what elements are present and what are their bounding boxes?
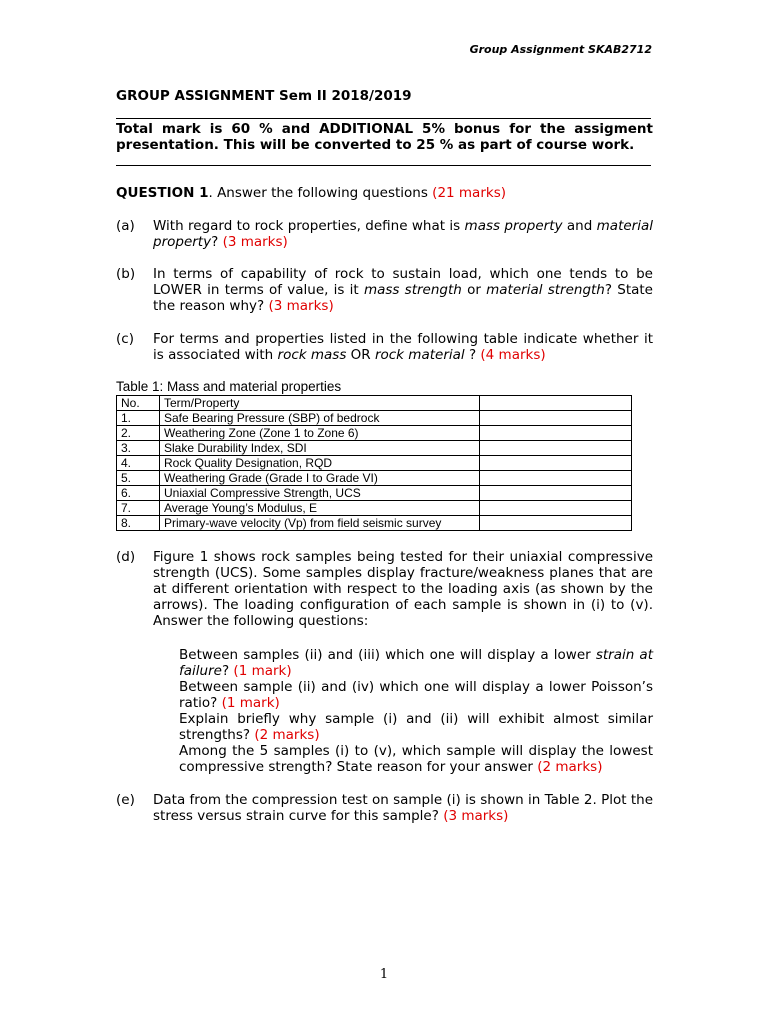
properties-table <box>116 395 632 531</box>
part-c-text <box>153 331 653 363</box>
part-d-sub-1-term: strain at failure <box>179 647 653 679</box>
top-rule <box>116 118 651 119</box>
table-1-caption: Table 1: Mass and material properties <box>116 379 342 394</box>
table-cell: Weathering Zone (Zone 1 to Zone 6) <box>160 426 480 441</box>
page-number: 1 <box>379 967 389 982</box>
part-c-text-2: OR <box>346 347 375 363</box>
part-a-term-material: material property <box>153 218 653 250</box>
document-title: GROUP ASSIGNMENT Sem II 2018/2019 <box>116 88 412 104</box>
part-a-marks: (3 marks) <box>222 234 288 250</box>
part-d-sub-3-text: Explain briefly why sample (i) and (ii) will exhibit almost similar strengths? <box>179 711 653 743</box>
part-b-text-2: or <box>461 282 487 298</box>
table-cell: Safe Bearing Pressure (SBP) of bedrock <box>160 411 480 426</box>
marks-notice <box>116 121 653 153</box>
part-d-sub-1-marks: (1 mark) <box>233 663 292 679</box>
part-e-text-1: Data from the compression test on sample (i) is shown in Table 2. Plot the stress versus strain curve for this sample? <box>153 792 653 824</box>
table-header-cell: No. <box>117 396 160 411</box>
part-c-label: (c) <box>116 331 134 347</box>
part-a <box>116 218 653 250</box>
table-cell: Weathering Grade (Grade I to Grade VI) <box>160 471 480 486</box>
question-1-text: . Answer the following questions <box>208 185 433 201</box>
part-d-sub-4-text: Among the 5 samples (i) to (v), which sample will display the lowest compressive strength? State reason for your answer <box>179 743 653 775</box>
part-d-sub-1 <box>179 647 653 679</box>
table-row <box>117 441 632 456</box>
part-d-text: Figure 1 shows rock samples being tested for their uniaxial compressive strength (UCS). Some samples display fracture/weakness planes that are at different orientation with respect to the loading axis (as shown by the arrows). The loading configuration of each sample is shown in (i) to (v). Answer the following questions: <box>153 549 653 629</box>
part-d-sub-1-text: Between samples (ii) and (iii) which one will display a lower <box>179 647 596 663</box>
part-e <box>116 792 653 824</box>
question-1-heading <box>116 185 506 201</box>
table-header-cell <box>480 396 632 411</box>
part-d-sub-2-text: Between sample (ii) and (iv) which one will display a lower Poisson’s ratio? <box>179 679 653 711</box>
part-d-sub-2-marks: (1 mark) <box>221 695 280 711</box>
table-cell <box>480 516 632 531</box>
part-a-text-2: and <box>562 218 597 234</box>
part-b <box>116 266 653 314</box>
table-header-cell: Term/Property <box>160 396 480 411</box>
question-1-label: QUESTION 1 <box>116 185 209 201</box>
part-a-text <box>153 218 653 250</box>
table-cell: 5. <box>117 471 160 486</box>
part-b-term-mass: mass strength <box>363 282 462 298</box>
bottom-rule <box>116 165 651 166</box>
part-a-term-mass: mass property <box>464 218 563 234</box>
part-e-marks: (3 marks) <box>443 808 509 824</box>
table-row <box>117 426 632 441</box>
table-cell: 8. <box>117 516 160 531</box>
page-header: Group Assignment SKAB2712 <box>469 43 652 56</box>
marks-notice-line2: presentation. This will be converted to 25 % as part of course work. <box>116 137 635 153</box>
table-cell <box>480 501 632 516</box>
part-c-term-material: rock material <box>374 347 465 363</box>
part-b-text-1: In terms of capability of rock to sustain load, which one tends to be LOWER in terms of value, is it <box>153 266 653 298</box>
table-cell <box>480 486 632 501</box>
table-cell <box>480 456 632 471</box>
table-cell <box>480 411 632 426</box>
table-cell <box>480 426 632 441</box>
part-a-text-3: ? <box>211 234 223 250</box>
table-cell: Primary-wave velocity (Vp) from field seismic survey <box>160 516 480 531</box>
part-b-text <box>153 266 653 314</box>
table-cell: 2. <box>117 426 160 441</box>
part-d-sub-1-text-2: ? <box>221 663 234 679</box>
table-cell: 7. <box>117 501 160 516</box>
table-cell: Slake Durability Index, SDI <box>160 441 480 456</box>
part-c <box>116 331 653 363</box>
part-b-marks: (3 marks) <box>268 298 334 314</box>
part-d-label: (d) <box>116 549 136 565</box>
table-cell <box>480 471 632 486</box>
table-row <box>117 486 632 501</box>
marks-notice-line1: Total mark is 60 % and ADDITIONAL 5% bonus for the assigment <box>116 121 653 137</box>
part-e-label: (e) <box>116 792 135 808</box>
part-d-sub-3-marks: (2 marks) <box>254 727 320 743</box>
part-c-marks: (4 marks) <box>480 347 546 363</box>
part-d <box>116 549 653 629</box>
question-1-marks: (21 marks) <box>432 185 506 201</box>
part-d-sub-4 <box>179 743 653 775</box>
part-c-text-3: ? <box>464 347 481 363</box>
table-row <box>117 411 632 426</box>
table-cell: Average Young’s Modulus, E <box>160 501 480 516</box>
part-e-text <box>153 792 653 824</box>
table-row <box>117 456 632 471</box>
part-d-sub-3 <box>179 711 653 743</box>
part-d-sub-2 <box>179 679 653 711</box>
table-cell: 3. <box>117 441 160 456</box>
table-header-row <box>117 396 632 411</box>
part-d-sub-4-marks: (2 marks) <box>537 759 603 775</box>
part-a-label: (a) <box>116 218 135 234</box>
table-cell: 1. <box>117 411 160 426</box>
part-b-term-material: material strength <box>486 282 605 298</box>
table-cell: 4. <box>117 456 160 471</box>
table-row <box>117 501 632 516</box>
table-cell: 6. <box>117 486 160 501</box>
part-c-term-mass: rock mass <box>277 347 347 363</box>
part-c-text-1: For terms and properties listed in the following table indicate whether it is associated with <box>153 331 653 363</box>
part-b-label: (b) <box>116 266 136 282</box>
table-row <box>117 471 632 486</box>
part-b-text-3: ? State the reason why? <box>153 282 653 314</box>
part-a-text-1: With regard to rock properties, define what is <box>153 218 465 234</box>
table-cell: Uniaxial Compressive Strength, UCS <box>160 486 480 501</box>
table-row <box>117 516 632 531</box>
table-cell <box>480 441 632 456</box>
table-cell: Rock Quality Designation, RQD <box>160 456 480 471</box>
